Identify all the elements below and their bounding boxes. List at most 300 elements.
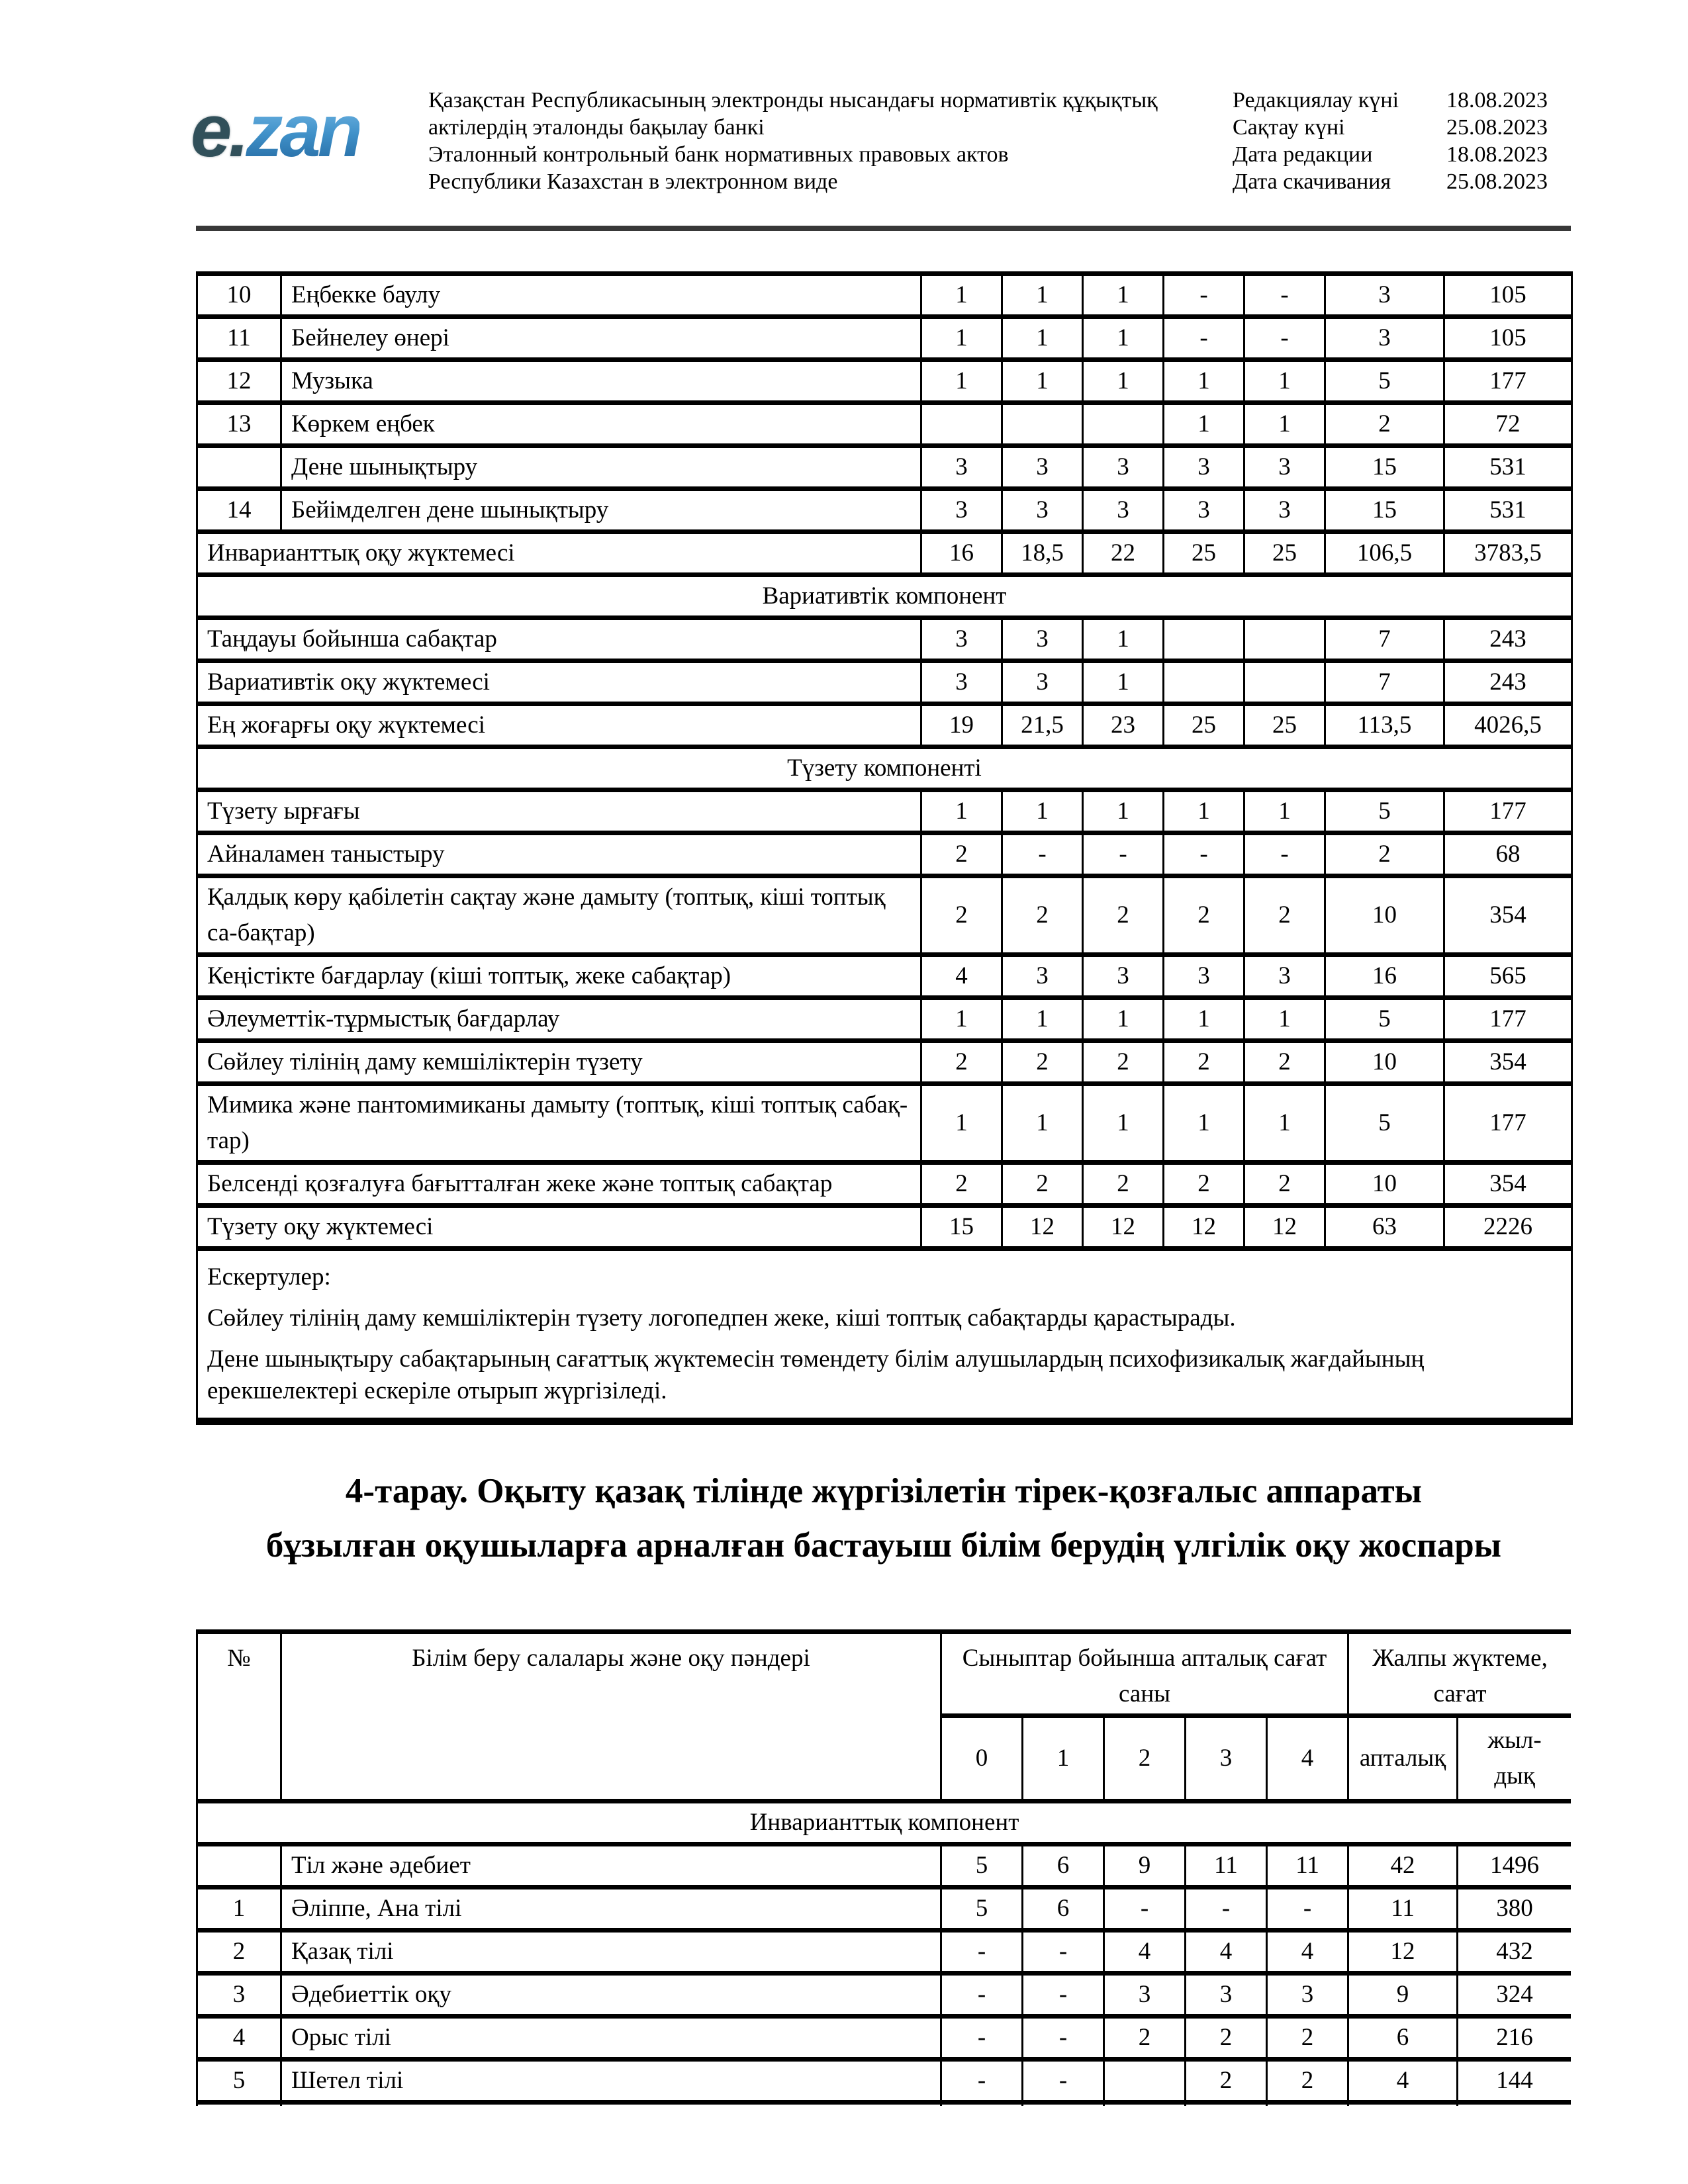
date-label: Сақтау күні bbox=[1233, 115, 1345, 140]
value-cell: 5 bbox=[941, 1844, 1023, 1888]
value-cell: 1 bbox=[1083, 360, 1164, 403]
value-cell: 1 bbox=[921, 998, 1002, 1041]
table-row-data bbox=[197, 489, 1572, 532]
number-cell bbox=[197, 446, 281, 489]
subject-cell: Әліппе, Ана тілі bbox=[281, 1888, 941, 1931]
table-row-data bbox=[197, 403, 1572, 446]
number-cell bbox=[197, 2103, 281, 2107]
header-cell-class: 3 bbox=[1186, 1716, 1267, 1801]
subject-cell: Түзету ырғағы bbox=[197, 790, 921, 833]
value-cell: 1 bbox=[1083, 618, 1164, 661]
value-cell: - bbox=[941, 1974, 1023, 2017]
value-cell: - bbox=[1002, 833, 1083, 876]
value-cell bbox=[1458, 2103, 1571, 2107]
subject-cell: Инварианттық оқу жүктемесі bbox=[197, 532, 921, 575]
table-row-data bbox=[197, 317, 1572, 360]
table-row-merged bbox=[197, 704, 1572, 747]
value-cell: 1 bbox=[1002, 360, 1083, 403]
section-header-cell: Түзету компоненті bbox=[197, 747, 1572, 790]
note-paragraph: Ескертулер: bbox=[207, 1263, 331, 1291]
value-cell: 2 bbox=[1083, 1163, 1164, 1206]
value-cell: - bbox=[1244, 274, 1325, 317]
value-cell: 1 bbox=[1164, 998, 1244, 1041]
header-cell-class: 0 bbox=[941, 1716, 1023, 1801]
value-cell: 3 bbox=[1244, 489, 1325, 532]
value-cell: 16 bbox=[921, 532, 1002, 575]
value-cell: - bbox=[1244, 317, 1325, 360]
number-cell: 13 bbox=[197, 403, 281, 446]
value-cell: 3 bbox=[1083, 446, 1164, 489]
chapter-heading bbox=[165, 1464, 1602, 1572]
value-cell: 3 bbox=[1002, 661, 1083, 704]
subject-cell: Белсенді қозғалуға бағытталған жеке және топтық сабақтар bbox=[197, 1163, 921, 1206]
date-label: Дата скачивания bbox=[1233, 169, 1391, 194]
value-cell: - bbox=[941, 2060, 1023, 2103]
value-cell: 105 bbox=[1444, 274, 1572, 317]
date-row bbox=[1233, 87, 1603, 114]
date-row bbox=[1233, 114, 1603, 141]
value-cell: 1 bbox=[1164, 1084, 1244, 1163]
table-row-section bbox=[197, 575, 1572, 618]
header-cell-weekly: апталық bbox=[1348, 1716, 1458, 1801]
value-cell: 3 bbox=[1002, 618, 1083, 661]
value-cell bbox=[1023, 2103, 1104, 2107]
value-cell: 177 bbox=[1444, 360, 1572, 403]
subject-cell: Көркем еңбек bbox=[281, 403, 921, 446]
value-cell: 12 bbox=[1002, 1206, 1083, 1249]
table-row-merged bbox=[197, 1206, 1572, 1249]
value-cell: - bbox=[1023, 1931, 1104, 1974]
value-cell: 216 bbox=[1458, 2017, 1571, 2060]
value-cell: 1 bbox=[1002, 1084, 1083, 1163]
value-cell: 3 bbox=[1164, 446, 1244, 489]
table-row-partial bbox=[197, 2103, 1571, 2107]
value-cell: 106,5 bbox=[1325, 532, 1444, 575]
value-cell: 2 bbox=[1325, 833, 1444, 876]
value-cell: 1 bbox=[1002, 274, 1083, 317]
document-dates bbox=[1233, 87, 1603, 195]
value-cell: 105 bbox=[1444, 317, 1572, 360]
value-cell: 2 bbox=[1164, 1041, 1244, 1084]
value-cell: 177 bbox=[1444, 790, 1572, 833]
value-cell: 531 bbox=[1444, 489, 1572, 532]
value-cell: 177 bbox=[1444, 1084, 1572, 1163]
value-cell: 2 bbox=[1186, 2060, 1267, 2103]
value-cell bbox=[1348, 2103, 1458, 2107]
value-cell: 354 bbox=[1444, 1041, 1572, 1084]
subject-cell: Бейімделген дене шынықтыру bbox=[281, 489, 921, 532]
value-cell: 3 bbox=[1002, 489, 1083, 532]
value-cell: 15 bbox=[1325, 489, 1444, 532]
value-cell: 3 bbox=[921, 661, 1002, 704]
value-cell: 16 bbox=[1325, 955, 1444, 998]
value-cell: 5 bbox=[1325, 790, 1444, 833]
value-cell: 42 bbox=[1348, 1844, 1458, 1888]
note-paragraph: Сөйлеу тілінің даму кемшіліктерін түзету логопедпен жеке, кіші топтық сабақтарды қарастырады. bbox=[207, 1304, 1236, 1332]
value-cell: 15 bbox=[921, 1206, 1002, 1249]
date-label: Редакциялау күні bbox=[1233, 88, 1399, 113]
table-row-section bbox=[197, 747, 1572, 790]
table-row-merged bbox=[197, 998, 1572, 1041]
value-cell: 3 bbox=[1244, 955, 1325, 998]
value-cell: 7 bbox=[1325, 661, 1444, 704]
table-row-data bbox=[197, 360, 1572, 403]
value-cell: - bbox=[941, 1931, 1023, 1974]
value-cell: 1 bbox=[1244, 790, 1325, 833]
value-cell: 2 bbox=[1083, 1041, 1164, 1084]
value-cell: 2226 bbox=[1444, 1206, 1572, 1249]
value-cell: 63 bbox=[1325, 1206, 1444, 1249]
value-cell: 2 bbox=[1164, 876, 1244, 955]
subject-cell: Тіл және әдебиет bbox=[281, 1844, 941, 1888]
value-cell: 7 bbox=[1325, 618, 1444, 661]
value-cell: 25 bbox=[1164, 704, 1244, 747]
value-cell: 72 bbox=[1444, 403, 1572, 446]
value-cell: 4 bbox=[1186, 1931, 1267, 1974]
table-row-merged bbox=[197, 618, 1572, 661]
number-cell: 11 bbox=[197, 317, 281, 360]
table-row-data bbox=[197, 446, 1572, 489]
value-cell: 68 bbox=[1444, 833, 1572, 876]
value-cell: 2 bbox=[921, 833, 1002, 876]
value-cell: 1 bbox=[1083, 317, 1164, 360]
value-cell: 2 bbox=[1002, 876, 1083, 955]
table-row-data bbox=[197, 1974, 1571, 2017]
value-cell: 1 bbox=[1164, 360, 1244, 403]
value-cell: 12 bbox=[1348, 1931, 1458, 1974]
chapter4-table-region bbox=[196, 1629, 1571, 2106]
number-cell: 10 bbox=[197, 274, 281, 317]
bank-title-line: Республики Казахстан в электронном виде bbox=[428, 169, 838, 194]
value-cell: 1 bbox=[1083, 274, 1164, 317]
value-cell: 1 bbox=[921, 274, 1002, 317]
value-cell: 5 bbox=[1325, 360, 1444, 403]
value-cell: 380 bbox=[1458, 1888, 1571, 1931]
number-cell: 4 bbox=[197, 2017, 281, 2060]
number-cell: 5 bbox=[197, 2060, 281, 2103]
value-cell: 2 bbox=[921, 1041, 1002, 1084]
header-cell-class: 1 bbox=[1023, 1716, 1104, 1801]
value-cell: 3 bbox=[921, 489, 1002, 532]
value-cell: 25 bbox=[1244, 532, 1325, 575]
bank-title-line: Эталонный контрольный банк нормативных правовых актов bbox=[428, 142, 1009, 167]
value-cell bbox=[941, 2103, 1023, 2107]
value-cell: 25 bbox=[1164, 532, 1244, 575]
value-cell: 3 bbox=[1325, 274, 1444, 317]
chapter4-table bbox=[196, 1629, 1571, 2106]
value-cell: 2 bbox=[1244, 1163, 1325, 1206]
date-row bbox=[1233, 168, 1603, 195]
subject-cell: Айналамен таныстыру bbox=[197, 833, 921, 876]
value-cell: 243 bbox=[1444, 661, 1572, 704]
value-cell: 9 bbox=[1104, 1844, 1186, 1888]
value-cell: 4 bbox=[1267, 1931, 1348, 1974]
table-row-data bbox=[197, 1844, 1571, 1888]
value-cell: 1 bbox=[1083, 1084, 1164, 1163]
table-row-data bbox=[197, 274, 1572, 317]
value-cell: 2 bbox=[1267, 2060, 1348, 2103]
subject-cell: Музыка bbox=[281, 360, 921, 403]
number-cell: 3 bbox=[197, 1974, 281, 2017]
value-cell: 2 bbox=[1002, 1041, 1083, 1084]
value-cell bbox=[1164, 618, 1244, 661]
value-cell: 354 bbox=[1444, 1163, 1572, 1206]
value-cell: 12 bbox=[1083, 1206, 1164, 1249]
table-row-merged bbox=[197, 876, 1572, 955]
table-row-data bbox=[197, 2060, 1571, 2103]
header-cell-yearly bbox=[1458, 1716, 1571, 1801]
header-cell-total-group: Жалпы жүктеме, сағат bbox=[1348, 1632, 1571, 1716]
value-cell: 354 bbox=[1444, 876, 1572, 955]
value-cell: 1 bbox=[1164, 790, 1244, 833]
value-cell: 1 bbox=[1083, 661, 1164, 704]
table-row-merged bbox=[197, 790, 1572, 833]
date-value: 18.08.2023 bbox=[1446, 142, 1548, 167]
value-cell: 3 bbox=[1164, 489, 1244, 532]
date-value: 18.08.2023 bbox=[1446, 88, 1548, 113]
header-cell-yearly-label: жыл-дық bbox=[1487, 1727, 1542, 1790]
value-cell: 1 bbox=[1244, 360, 1325, 403]
value-cell: - bbox=[1104, 1888, 1186, 1931]
logo-text-e: e. bbox=[191, 89, 246, 172]
header-cell-subject: Білім беру салалары және оқу пәндері bbox=[281, 1632, 941, 1801]
subject-cell: Әлеуметтік-тұрмыстық бағдарлау bbox=[197, 998, 921, 1041]
value-cell: 1496 bbox=[1458, 1844, 1571, 1888]
value-cell: - bbox=[1164, 274, 1244, 317]
value-cell: 2 bbox=[1186, 2017, 1267, 2060]
subject-cell: Еңбекке баулу bbox=[281, 274, 921, 317]
value-cell: 2 bbox=[1164, 1163, 1244, 1206]
curriculum-table-continuation bbox=[196, 271, 1571, 1425]
value-cell: 1 bbox=[921, 360, 1002, 403]
bank-title bbox=[428, 87, 1223, 195]
value-cell: 243 bbox=[1444, 618, 1572, 661]
value-cell: 3 bbox=[1186, 1974, 1267, 2017]
value-cell: 6 bbox=[1023, 1844, 1104, 1888]
table-row-data bbox=[197, 1931, 1571, 1974]
bank-title-line: актілердің эталонды бақылау банкі bbox=[428, 115, 765, 140]
curriculum-table bbox=[196, 271, 1573, 1425]
value-cell: 1 bbox=[1244, 403, 1325, 446]
notes-cell bbox=[197, 1249, 1572, 1422]
value-cell: 4 bbox=[1348, 2060, 1458, 2103]
value-cell: 113,5 bbox=[1325, 704, 1444, 747]
value-cell: 25 bbox=[1244, 704, 1325, 747]
table-row-merged bbox=[197, 833, 1572, 876]
value-cell: 6 bbox=[1023, 1888, 1104, 1931]
value-cell: 1 bbox=[1002, 790, 1083, 833]
ezan-logo bbox=[191, 89, 360, 172]
value-cell bbox=[1164, 661, 1244, 704]
value-cell: 3783,5 bbox=[1444, 532, 1572, 575]
value-cell: 1 bbox=[1002, 998, 1083, 1041]
value-cell: 3 bbox=[1267, 1974, 1348, 2017]
value-cell: 3 bbox=[1083, 955, 1164, 998]
value-cell: 3 bbox=[1104, 1974, 1186, 2017]
value-cell: - bbox=[1164, 317, 1244, 360]
number-cell: 12 bbox=[197, 360, 281, 403]
value-cell: 1 bbox=[1244, 998, 1325, 1041]
value-cell: 10 bbox=[1325, 1041, 1444, 1084]
value-cell: 2 bbox=[1325, 403, 1444, 446]
value-cell: - bbox=[1164, 833, 1244, 876]
subject-cell bbox=[281, 2103, 941, 2107]
subject-cell: Мимика және пантомимиканы дамыту (топтық, кіші топтық сабақ-тар) bbox=[197, 1084, 921, 1163]
value-cell: 2 bbox=[1002, 1163, 1083, 1206]
date-row bbox=[1233, 141, 1603, 168]
value-cell: 144 bbox=[1458, 2060, 1571, 2103]
value-cell: 5 bbox=[941, 1888, 1023, 1931]
value-cell: 1 bbox=[1002, 317, 1083, 360]
value-cell: 1 bbox=[921, 317, 1002, 360]
section-header-cell: Вариативтік компонент bbox=[197, 575, 1572, 618]
value-cell: 3 bbox=[1164, 955, 1244, 998]
value-cell bbox=[1244, 618, 1325, 661]
number-cell: 14 bbox=[197, 489, 281, 532]
subject-cell: Кеңістікте бағдарлау (кіші топтық, жеке сабақтар) bbox=[197, 955, 921, 998]
value-cell: 1 bbox=[921, 1084, 1002, 1163]
value-cell: 22 bbox=[1083, 532, 1164, 575]
value-cell: 3 bbox=[1002, 446, 1083, 489]
subject-cell: Сөйлеу тілінің даму кемшіліктерін түзету bbox=[197, 1041, 921, 1084]
date-value: 25.08.2023 bbox=[1446, 115, 1548, 140]
value-cell: - bbox=[1267, 1888, 1348, 1931]
note-paragraph: Дене шынықтыру сабақтарының сағаттық жүктемесін төмендету білім алушылардың психофизикалық жағдайының ерекшелектері ескеріле отырып жүргізіледі. bbox=[207, 1345, 1425, 1404]
header-cell-classes-group: Сыныптар бойынша апталық сағат саны bbox=[941, 1632, 1348, 1716]
header-cell-class: 4 bbox=[1267, 1716, 1348, 1801]
number-cell bbox=[197, 1844, 281, 1888]
value-cell bbox=[1267, 2103, 1348, 2107]
value-cell: 1 bbox=[921, 790, 1002, 833]
table-row-merged bbox=[197, 661, 1572, 704]
value-cell: 3 bbox=[1325, 317, 1444, 360]
table-row-data bbox=[197, 1888, 1571, 1931]
table-row-merged bbox=[197, 532, 1572, 575]
value-cell: - bbox=[1244, 833, 1325, 876]
value-cell: 2 bbox=[921, 876, 1002, 955]
value-cell: 2 bbox=[1244, 1041, 1325, 1084]
table-row-merged bbox=[197, 1084, 1572, 1163]
value-cell: 11 bbox=[1267, 1844, 1348, 1888]
value-cell bbox=[1104, 2103, 1186, 2107]
subject-cell: Әдебиеттік оқу bbox=[281, 1974, 941, 2017]
table-row-merged bbox=[197, 955, 1572, 998]
header-cell-class: 2 bbox=[1104, 1716, 1186, 1801]
value-cell bbox=[1186, 2103, 1267, 2107]
table-header-row bbox=[197, 1632, 1571, 1716]
table-row-section bbox=[197, 1801, 1571, 1844]
value-cell: 3 bbox=[1002, 955, 1083, 998]
value-cell: - bbox=[1023, 2060, 1104, 2103]
value-cell: 1 bbox=[1164, 403, 1244, 446]
number-cell: 2 bbox=[197, 1931, 281, 1974]
table-row-data bbox=[197, 2017, 1571, 2060]
subject-cell: Бейнелеу өнері bbox=[281, 317, 921, 360]
value-cell: 2 bbox=[1104, 2017, 1186, 2060]
value-cell bbox=[1083, 403, 1164, 446]
subject-cell: Орыс тілі bbox=[281, 2017, 941, 2060]
value-cell: 3 bbox=[1244, 446, 1325, 489]
value-cell: - bbox=[1023, 1974, 1104, 2017]
chapter-heading-line: 4-тарау. Оқыту қазақ тілінде жүргізілетін тірек-қозғалыс аппараты bbox=[345, 1472, 1423, 1510]
value-cell: 12 bbox=[1244, 1206, 1325, 1249]
value-cell bbox=[1104, 2060, 1186, 2103]
value-cell: 3 bbox=[1083, 489, 1164, 532]
header-divider bbox=[196, 226, 1571, 231]
value-cell bbox=[921, 403, 1002, 446]
value-cell: 2 bbox=[1244, 876, 1325, 955]
value-cell: 2 bbox=[1083, 876, 1164, 955]
subject-cell: Қазақ тілі bbox=[281, 1931, 941, 1974]
value-cell: - bbox=[1083, 833, 1164, 876]
value-cell: 4 bbox=[1104, 1931, 1186, 1974]
header-cell-number: № bbox=[197, 1632, 281, 1801]
value-cell: 12 bbox=[1164, 1206, 1244, 1249]
subject-cell: Таңдауы бойынша сабақтар bbox=[197, 618, 921, 661]
number-cell: 1 bbox=[197, 1888, 281, 1931]
value-cell: - bbox=[941, 2017, 1023, 2060]
value-cell: 19 bbox=[921, 704, 1002, 747]
value-cell: 10 bbox=[1325, 876, 1444, 955]
value-cell: 1 bbox=[1244, 1084, 1325, 1163]
value-cell: 11 bbox=[1186, 1844, 1267, 1888]
value-cell: - bbox=[1186, 1888, 1267, 1931]
value-cell: 23 bbox=[1083, 704, 1164, 747]
value-cell bbox=[1002, 403, 1083, 446]
date-label: Дата редакции bbox=[1233, 142, 1373, 167]
value-cell: 531 bbox=[1444, 446, 1572, 489]
value-cell: 3 bbox=[921, 618, 1002, 661]
value-cell: 4 bbox=[921, 955, 1002, 998]
value-cell bbox=[1244, 661, 1325, 704]
value-cell: 11 bbox=[1348, 1888, 1458, 1931]
date-value: 25.08.2023 bbox=[1446, 169, 1548, 194]
value-cell: 15 bbox=[1325, 446, 1444, 489]
bank-title-line: Қазақстан Республикасының электронды нысандағы нормативтік құқықтық bbox=[428, 88, 1158, 113]
value-cell: 5 bbox=[1325, 1084, 1444, 1163]
value-cell: 2 bbox=[1267, 2017, 1348, 2060]
value-cell: 324 bbox=[1458, 1974, 1571, 2017]
subject-cell: Шетел тілі bbox=[281, 2060, 941, 2103]
value-cell: 1 bbox=[1083, 790, 1164, 833]
value-cell: 565 bbox=[1444, 955, 1572, 998]
value-cell: 2 bbox=[921, 1163, 1002, 1206]
value-cell: 177 bbox=[1444, 998, 1572, 1041]
subject-cell: Қалдық көру қабілетін сақтау және дамыту (топтық, кіші топтық са-бақтар) bbox=[197, 876, 921, 955]
subject-cell: Дене шынықтыру bbox=[281, 446, 921, 489]
subject-cell: Вариативтік оқу жүктемесі bbox=[197, 661, 921, 704]
value-cell: 5 bbox=[1325, 998, 1444, 1041]
value-cell: 3 bbox=[921, 446, 1002, 489]
value-cell: - bbox=[1023, 2017, 1104, 2060]
table-row-merged bbox=[197, 1163, 1572, 1206]
table-row-notes bbox=[197, 1249, 1572, 1422]
value-cell: 18,5 bbox=[1002, 532, 1083, 575]
subject-cell: Түзету оқу жүктемесі bbox=[197, 1206, 921, 1249]
value-cell: 6 bbox=[1348, 2017, 1458, 2060]
logo-text-zan: zan bbox=[246, 89, 360, 172]
value-cell: 432 bbox=[1458, 1931, 1571, 1974]
chapter-heading-line: бұзылған оқушыларға арналған бастауыш білім берудің үлгілік оқу жоспары bbox=[265, 1526, 1502, 1565]
value-cell: 10 bbox=[1325, 1163, 1444, 1206]
value-cell: 4026,5 bbox=[1444, 704, 1572, 747]
value-cell: 21,5 bbox=[1002, 704, 1083, 747]
value-cell: 9 bbox=[1348, 1974, 1458, 2017]
section-header-cell: Инварианттық компонент bbox=[197, 1801, 1571, 1844]
table-row-merged bbox=[197, 1041, 1572, 1084]
subject-cell: Ең жоғарғы оқу жүктемесі bbox=[197, 704, 921, 747]
value-cell: 1 bbox=[1083, 998, 1164, 1041]
